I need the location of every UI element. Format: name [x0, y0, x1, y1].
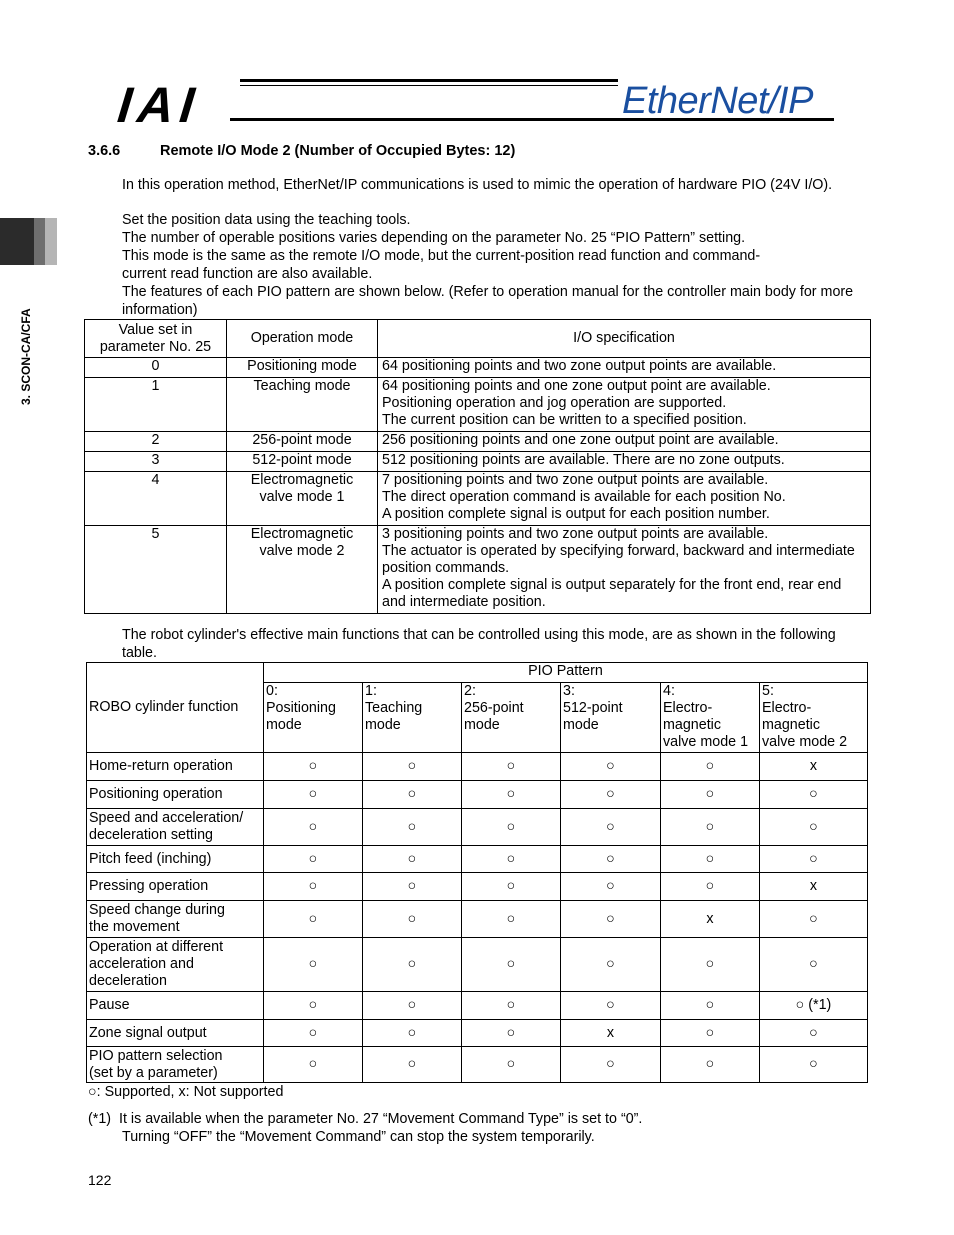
support-mark-cell: ○ [363, 938, 462, 992]
header-value-set: Value set in parameter No. 25 [85, 320, 227, 358]
support-mark-cell: ○ [561, 846, 661, 873]
support-mark-cell: x [561, 1020, 661, 1047]
support-mark-cell: ○ [264, 781, 363, 809]
function-name-cell: Pause [87, 992, 264, 1020]
pattern-mode-cell: Electromagnetic valve mode 2 [227, 526, 378, 614]
spec-line: 512 positioning points are available. There are no zone outputs. [382, 452, 785, 468]
function-row [87, 901, 868, 938]
function-row [87, 753, 868, 781]
intro-paragraph-3: The number of operable positions varies depending on the parameter No. 25 “PIO Pattern” setting. [122, 230, 746, 246]
support-mark-cell: ○ [363, 809, 462, 846]
function-row [87, 992, 868, 1020]
support-mark-cell: ○ [462, 781, 561, 809]
footnote-line-2: Turning “OFF” the “Movement Command” can stop the system temporarily. [122, 1129, 595, 1145]
intro-paragraph-1: In this operation method, EtherNet/IP communications is used to mimic the operation of hardware PIO (24V I/O). [122, 177, 833, 193]
page-number: 122 [88, 1172, 112, 1188]
support-mark-cell: ○ [462, 992, 561, 1020]
section-number: 3.6.6 [88, 143, 121, 159]
support-mark-cell: ○ [363, 1020, 462, 1047]
ethernet-ip-logo: EtherNet/IP [622, 80, 813, 122]
intro-paragraph-4: This mode is the same as the remote I/O mode, but the current-position read function and command-current read function are also available. [122, 248, 761, 282]
support-mark-cell: ○ [264, 753, 363, 781]
legend: ○: Supported, x: Not supported [88, 1084, 284, 1100]
support-mark-cell: x [760, 873, 868, 901]
support-mark-cell: ○ [264, 938, 363, 992]
spec-line: 7 positioning points and two zone output points are available. [382, 472, 769, 488]
support-mark-cell: ○ [661, 992, 760, 1020]
pio-column-header: 2: 256-point mode [462, 683, 561, 753]
pattern-row [85, 378, 871, 432]
support-mark-cell: ○ [462, 873, 561, 901]
spec-line: 64 positioning points and two zone output points are available. [382, 358, 777, 374]
functions-intro: The robot cylinder's effective main functions that can be controlled using this mode, are as shown in the following table. [122, 627, 836, 661]
spec-line: A position complete signal is output separately for the front end, rear end and intermediate position. [382, 577, 842, 610]
pattern-row [85, 472, 871, 526]
section-title: Remote I/O Mode 2 (Number of Occupied Bytes: 12) [160, 143, 516, 159]
support-mark-cell: ○ [462, 938, 561, 992]
pattern-mode-cell: 256-point mode [227, 432, 378, 452]
support-mark-cell: ○ [661, 1020, 760, 1047]
support-mark-cell: ○ [760, 1047, 868, 1083]
support-mark-cell: ○ [661, 809, 760, 846]
spec-line: A position complete signal is output for each position number. [382, 506, 770, 522]
pattern-spec-cell [378, 526, 871, 614]
pattern-spec-cell [378, 358, 871, 378]
pattern-value-cell: 2 [85, 432, 227, 452]
function-row [87, 781, 868, 809]
pio-column-header: 0: Positioning mode [264, 683, 363, 753]
function-name-cell: Home-return operation [87, 753, 264, 781]
pio-column-header: 4: Electro- magnetic valve mode 1 [661, 683, 760, 753]
support-mark-cell: ○ [561, 938, 661, 992]
pattern-spec-cell [378, 378, 871, 432]
support-mark-cell: ○ [462, 1047, 561, 1083]
function-row [87, 846, 868, 873]
support-mark-cell: ○ [264, 873, 363, 901]
support-mark-cell: ○ [363, 753, 462, 781]
support-mark-cell: ○ [661, 1047, 760, 1083]
support-mark-cell: x [760, 753, 868, 781]
pattern-spec-cell [378, 452, 871, 472]
function-row [87, 1020, 868, 1047]
header-io-specification: I/O specification [378, 320, 871, 358]
support-mark-cell: ○ [661, 753, 760, 781]
support-mark-cell: ○ [760, 846, 868, 873]
pattern-value-cell: 5 [85, 526, 227, 614]
header-pio-pattern: PIO Pattern [264, 663, 868, 683]
intro-paragraph-2: Set the position data using the teaching tools. [122, 212, 411, 228]
pattern-mode-cell: Electromagnetic valve mode 1 [227, 472, 378, 526]
support-mark-cell: ○ [363, 1047, 462, 1083]
support-mark-cell: ○ [264, 901, 363, 938]
header-operation-mode: Operation mode [227, 320, 378, 358]
support-mark-cell: ○ [561, 753, 661, 781]
pattern-row [85, 432, 871, 452]
support-mark-cell: ○ [363, 846, 462, 873]
support-mark-cell: ○ (*1) [760, 992, 868, 1020]
support-mark-cell: ○ [661, 873, 760, 901]
function-name-cell: PIO pattern selection (set by a parameter) [87, 1047, 264, 1083]
support-mark-cell: ○ [661, 781, 760, 809]
function-name-cell: Zone signal output [87, 1020, 264, 1047]
spec-line: The current position can be written to a specified position. [382, 412, 747, 428]
footnote [88, 1110, 642, 1146]
support-mark-cell: ○ [363, 781, 462, 809]
function-name-cell: Pitch feed (inching) [87, 846, 264, 873]
support-mark-cell: ○ [561, 781, 661, 809]
support-mark-cell: ○ [264, 1047, 363, 1083]
support-mark-cell: ○ [363, 992, 462, 1020]
function-name-cell: Speed change during the movement [87, 901, 264, 938]
header-robo-function: ROBO cylinder function [87, 663, 264, 753]
support-mark-cell: ○ [561, 901, 661, 938]
section-heading [88, 143, 515, 159]
support-mark-cell: ○ [561, 992, 661, 1020]
pattern-mode-cell: Positioning mode [227, 358, 378, 378]
spec-line: The actuator is operated by specifying forward, backward and intermediate position commands. [382, 543, 855, 576]
function-name-cell: Speed and acceleration/ deceleration setting [87, 809, 264, 846]
support-mark-cell: ○ [661, 938, 760, 992]
chapter-side-label: 3. SCON-CA/CFA [19, 308, 33, 405]
intro-paragraph-5: The features of each PIO pattern are shown below. (Refer to operation manual for the controller main body for more information) [122, 284, 854, 318]
spec-line: 64 positioning points and one zone output point are available. [382, 378, 771, 394]
support-mark-cell: ○ [661, 846, 760, 873]
function-name-cell: Operation at different acceleration and deceleration [87, 938, 264, 992]
pattern-value-cell: 1 [85, 378, 227, 432]
pattern-mode-cell: Teaching mode [227, 378, 378, 432]
support-mark-cell: ○ [462, 846, 561, 873]
support-mark-cell: ○ [760, 809, 868, 846]
spec-line: Positioning operation and jog operation are supported. [382, 395, 727, 411]
support-mark-cell: ○ [264, 1020, 363, 1047]
pattern-spec-cell [378, 472, 871, 526]
function-support-table [86, 662, 868, 1083]
function-row [87, 809, 868, 846]
chapter-tab-marker [0, 218, 57, 265]
pattern-spec-cell [378, 432, 871, 452]
footnote-line-1: It is available when the parameter No. 27 “Movement Command Type” is set to “0”. [119, 1111, 643, 1127]
spec-line: 256 positioning points and one zone output point are available. [382, 432, 779, 448]
support-mark-cell: ○ [264, 992, 363, 1020]
support-mark-cell: ○ [462, 901, 561, 938]
function-row [87, 873, 868, 901]
support-mark-cell: ○ [462, 809, 561, 846]
iai-logo: IAI [115, 77, 203, 133]
support-mark-cell: ○ [264, 809, 363, 846]
support-mark-cell: x [661, 901, 760, 938]
pattern-value-cell: 4 [85, 472, 227, 526]
support-mark-cell: ○ [462, 753, 561, 781]
function-name-cell: Pressing operation [87, 873, 264, 901]
support-mark-cell: ○ [363, 873, 462, 901]
pio-column-header: 1: Teaching mode [363, 683, 462, 753]
footnote-mark: (*1) [88, 1111, 112, 1127]
pattern-row [85, 452, 871, 472]
spec-line: 3 positioning points and two zone output points are available. [382, 526, 769, 542]
support-mark-cell: ○ [760, 1020, 868, 1047]
support-mark-cell: ○ [760, 781, 868, 809]
function-name-cell: Positioning operation [87, 781, 264, 809]
pattern-mode-cell: 512-point mode [227, 452, 378, 472]
function-row [87, 1047, 868, 1083]
support-mark-cell: ○ [760, 901, 868, 938]
pio-pattern-table [84, 319, 871, 614]
support-mark-cell: ○ [561, 1047, 661, 1083]
support-mark-cell: ○ [264, 846, 363, 873]
function-row [87, 938, 868, 992]
support-mark-cell: ○ [561, 809, 661, 846]
pattern-value-cell: 3 [85, 452, 227, 472]
pio-column-header: 5: Electro- magnetic valve mode 2 [760, 683, 868, 753]
spec-line: The direct operation command is available for each position No. [382, 489, 786, 505]
support-mark-cell: ○ [561, 873, 661, 901]
pattern-value-cell: 0 [85, 358, 227, 378]
pattern-row [85, 358, 871, 378]
support-mark-cell: ○ [363, 901, 462, 938]
support-mark-cell: ○ [462, 1020, 561, 1047]
pattern-row [85, 526, 871, 614]
pio-column-header: 3: 512-point mode [561, 683, 661, 753]
support-mark-cell: ○ [760, 938, 868, 992]
